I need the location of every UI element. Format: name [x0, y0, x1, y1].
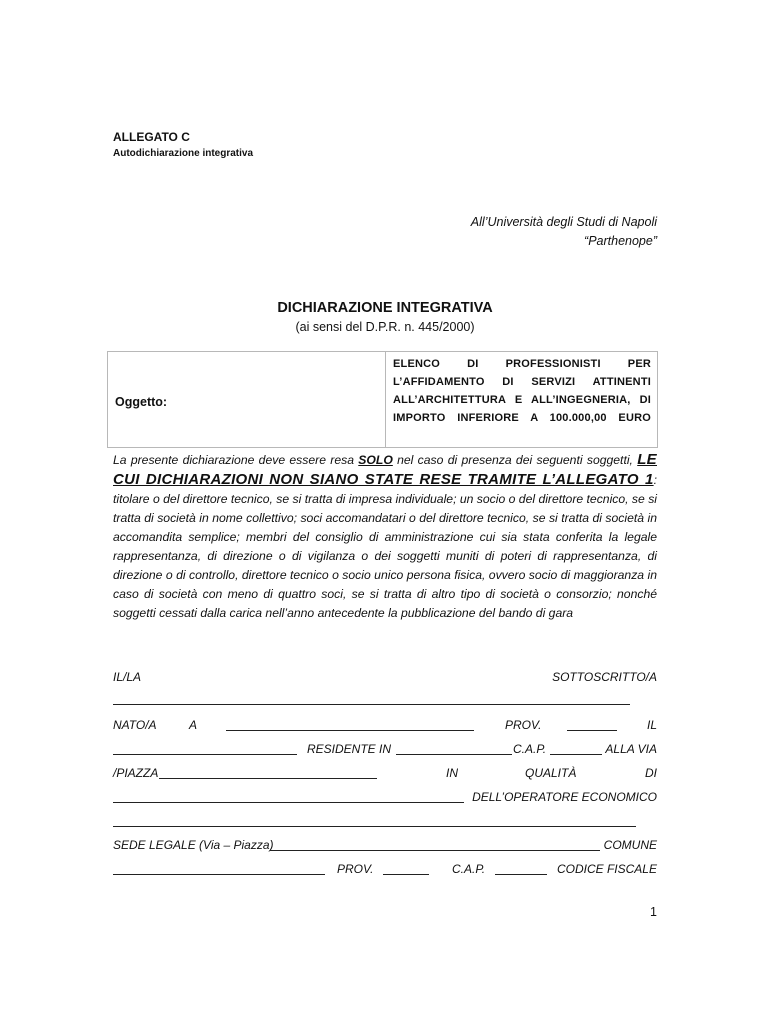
recipient-block	[357, 213, 657, 251]
recipient-line-2: “Parthenope”	[584, 234, 657, 248]
label-prov: PROV.	[505, 718, 542, 732]
form-row-operatore	[113, 790, 657, 810]
oggetto-table	[107, 351, 658, 448]
label-nato: NATO/A	[113, 718, 157, 732]
oggetto-description	[393, 355, 651, 427]
label-qualita: QUALITÀ	[525, 766, 577, 780]
declaration-subtitle: (ai sensi del D.P.R. n. 445/2000)	[295, 320, 475, 334]
oggetto-line-4: IMPORTO INFERIORE A 100.000,00 EURO	[393, 412, 651, 424]
intro-part-1: La presente dichiarazione deve essere resa	[113, 453, 359, 467]
intro-part-2: nel caso di presenza dei seguenti soggetti,	[392, 453, 638, 467]
intro-part-3: : titolare o del direttore tecnico, se si tratta di impresa individuale; un socio o del direttore tecnico, se si tratta di società in nome collettivo; soci accomandatari o del direttore tecnico, se si tratta di società in accomandita semplice; membri del consiglio di amministrazione cui sia stata conferita la legale rappresentanza, di direzione o di vigilanza o dei soggetti muniti di poteri di rappresentanza, di direzione o di controllo, direttore tecnico o socio unico persona fisica, ovvero socio di maggioranza in caso di società con meno di quattro soci, se si tratta di altro tipo di società o consorzio; nonché soggetti cessati dalla carica nell’anno antecedente la pubblicazione del bando di gara	[113, 473, 657, 620]
recipient-line-1: All’Università degli Studi di Napoli	[470, 215, 657, 229]
form-row-operator-blank	[113, 814, 657, 834]
allegato-subtitle: Autodichiarazione integrativa	[113, 148, 254, 159]
label-cap-2: C.A.P.	[452, 862, 486, 876]
intro-solo: SOLO	[358, 453, 393, 467]
label-piazza: /PIAZZA	[113, 766, 159, 780]
label-di: DI	[645, 766, 657, 780]
intro-paragraph	[113, 450, 657, 623]
form-row-sottoscritto	[113, 670, 657, 690]
label-il: IL	[646, 718, 657, 732]
label-il-la: IL/LA	[113, 670, 142, 684]
oggetto-line-1: ELENCO DI PROFESSIONISTI PER	[393, 358, 651, 370]
oggetto-label-cell	[108, 352, 386, 447]
form-row-residente	[113, 742, 657, 762]
form-row-name-blank	[113, 692, 657, 712]
label-comune: COMUNE	[603, 838, 657, 852]
label-a: A	[189, 718, 198, 732]
label-prov-2: PROV.	[337, 862, 374, 876]
page-number: 1	[650, 905, 657, 919]
oggetto-line-2: L’AFFIDAMENTO DI SERVIZI ATTINENTI	[393, 376, 651, 388]
allegato-title: ALLEGATO C	[113, 130, 190, 144]
intro-emphasis: LE CUI DICHIARAZIONI NON SIANO STATE RESE TRAMITE L’ALLEGATO 1	[113, 451, 657, 488]
label-operatore: DELL’OPERATORE ECONOMICO	[472, 790, 657, 804]
label-in: IN	[446, 766, 458, 780]
label-alla-via: ALLA VIA	[605, 742, 657, 756]
oggetto-label: Oggetto:	[115, 395, 168, 409]
declaration-title: DICHIARAZIONE INTEGRATIVA	[277, 300, 493, 316]
form-row-nato	[113, 718, 657, 738]
label-residente-in: RESIDENTE IN	[307, 742, 392, 756]
form-row-sede	[113, 838, 657, 858]
form-row-piazza	[113, 766, 657, 786]
label-codice-fiscale: CODICE FISCALE	[556, 862, 657, 876]
oggetto-line-3: ALL’ARCHITETTURA E ALL’INGEGNERIA, DI	[393, 394, 651, 406]
label-cap: C.A.P.	[513, 742, 547, 756]
label-sede-legale: SEDE LEGALE (Via – Piazza)	[113, 838, 274, 852]
label-sottoscritto: SOTTOSCRITTO/A	[552, 670, 657, 684]
form-row-codice	[113, 862, 657, 882]
